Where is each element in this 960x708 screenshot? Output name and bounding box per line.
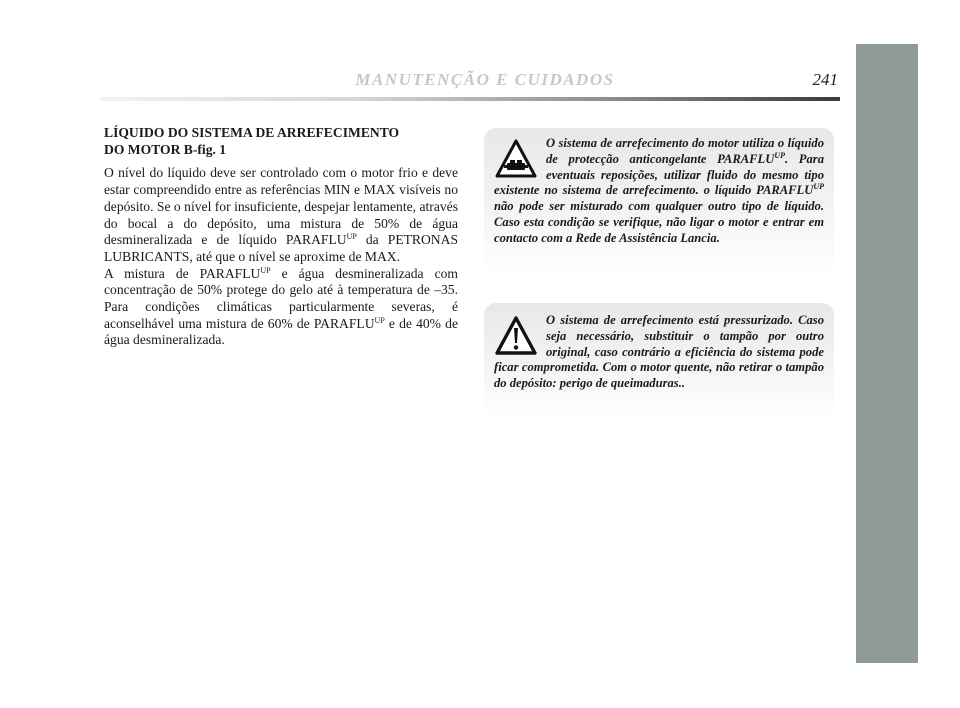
page-header-title: MANUTENÇÃO E CUIDADOS bbox=[355, 70, 615, 89]
warning-1-text-b: . Para eventuais reposições, utilizar fluido do mesmo tipo existente no sistema de arrefecimento. o líquido PARAFLU bbox=[494, 151, 824, 198]
chapter-side-tab bbox=[856, 44, 918, 663]
paragraph-2-text-b: e água desmineralizada com concentração de 50% protege do gelo até à temperatura de –35. Para condições climáticas particularmente severas, é aconselhável uma mistura de 60% de PARAFLU bbox=[104, 265, 458, 331]
warning-triangle-icon bbox=[494, 315, 538, 359]
page-number: 241 bbox=[812, 70, 838, 89]
main-text-column bbox=[104, 125, 458, 349]
paragraph-2-text-a: A mistura de PARAFLU bbox=[104, 265, 261, 281]
superscript-up: UP bbox=[774, 150, 785, 160]
engine-warning-box bbox=[484, 128, 834, 278]
superscript-up: UP bbox=[260, 265, 271, 275]
paragraph-2-text-c: e de 40% de água desmineralizada. bbox=[104, 315, 458, 348]
superscript-up: UP bbox=[813, 182, 824, 192]
engine-warning-text bbox=[494, 136, 824, 247]
section-title-line-2: DO MOTOR B-fig. 1 bbox=[104, 141, 227, 157]
section-title bbox=[104, 125, 458, 158]
pressure-warning-text: O sistema de arrefecimento está pressurizado. Caso seja necessário, substituir o tampão por outro original, caso contrário a eficiência do sistema pode ficar comprometida. Com o motor quente, não retirar o tampão do depósito: perigo de queimaduras.. bbox=[494, 313, 824, 391]
superscript-up: UP bbox=[346, 232, 357, 242]
paragraph-1-text-b: da PETRONAS LUBRICANTS, até que o nível se aproxime de MAX. bbox=[104, 232, 459, 264]
paragraph-1-text-a: O nível do líquido deve ser controlado com o motor frio e deve estar compreendido entre as referências MIN e MAX visíveis no depósito. Se o nível for insuficiente, despejar lentamente, através do bocal a do depósito, uma mistura de 50% de água desmineralizada e de líquido PARAFLU bbox=[104, 165, 458, 248]
warning-1-text-a: O sistema de arrefecimento do motor utiliza o líquido de protecção anticongelante PARAFLU bbox=[546, 136, 824, 166]
engine-warning-icon bbox=[494, 138, 538, 182]
warning-1-text-c: não pode ser misturado com qualquer outro tipo de líquido. Caso esta condição se verifique, não ligar o motor e entrar em contacto com a Rede de Assistência Lancia. bbox=[494, 199, 824, 245]
section-title-line-1: LÍQUIDO DO SISTEMA DE ARREFECIMENTO bbox=[104, 125, 400, 140]
paragraph-level-check bbox=[104, 165, 458, 349]
superscript-up: UP bbox=[374, 315, 385, 325]
header-divider bbox=[100, 97, 840, 101]
pressure-warning-box bbox=[484, 303, 834, 418]
